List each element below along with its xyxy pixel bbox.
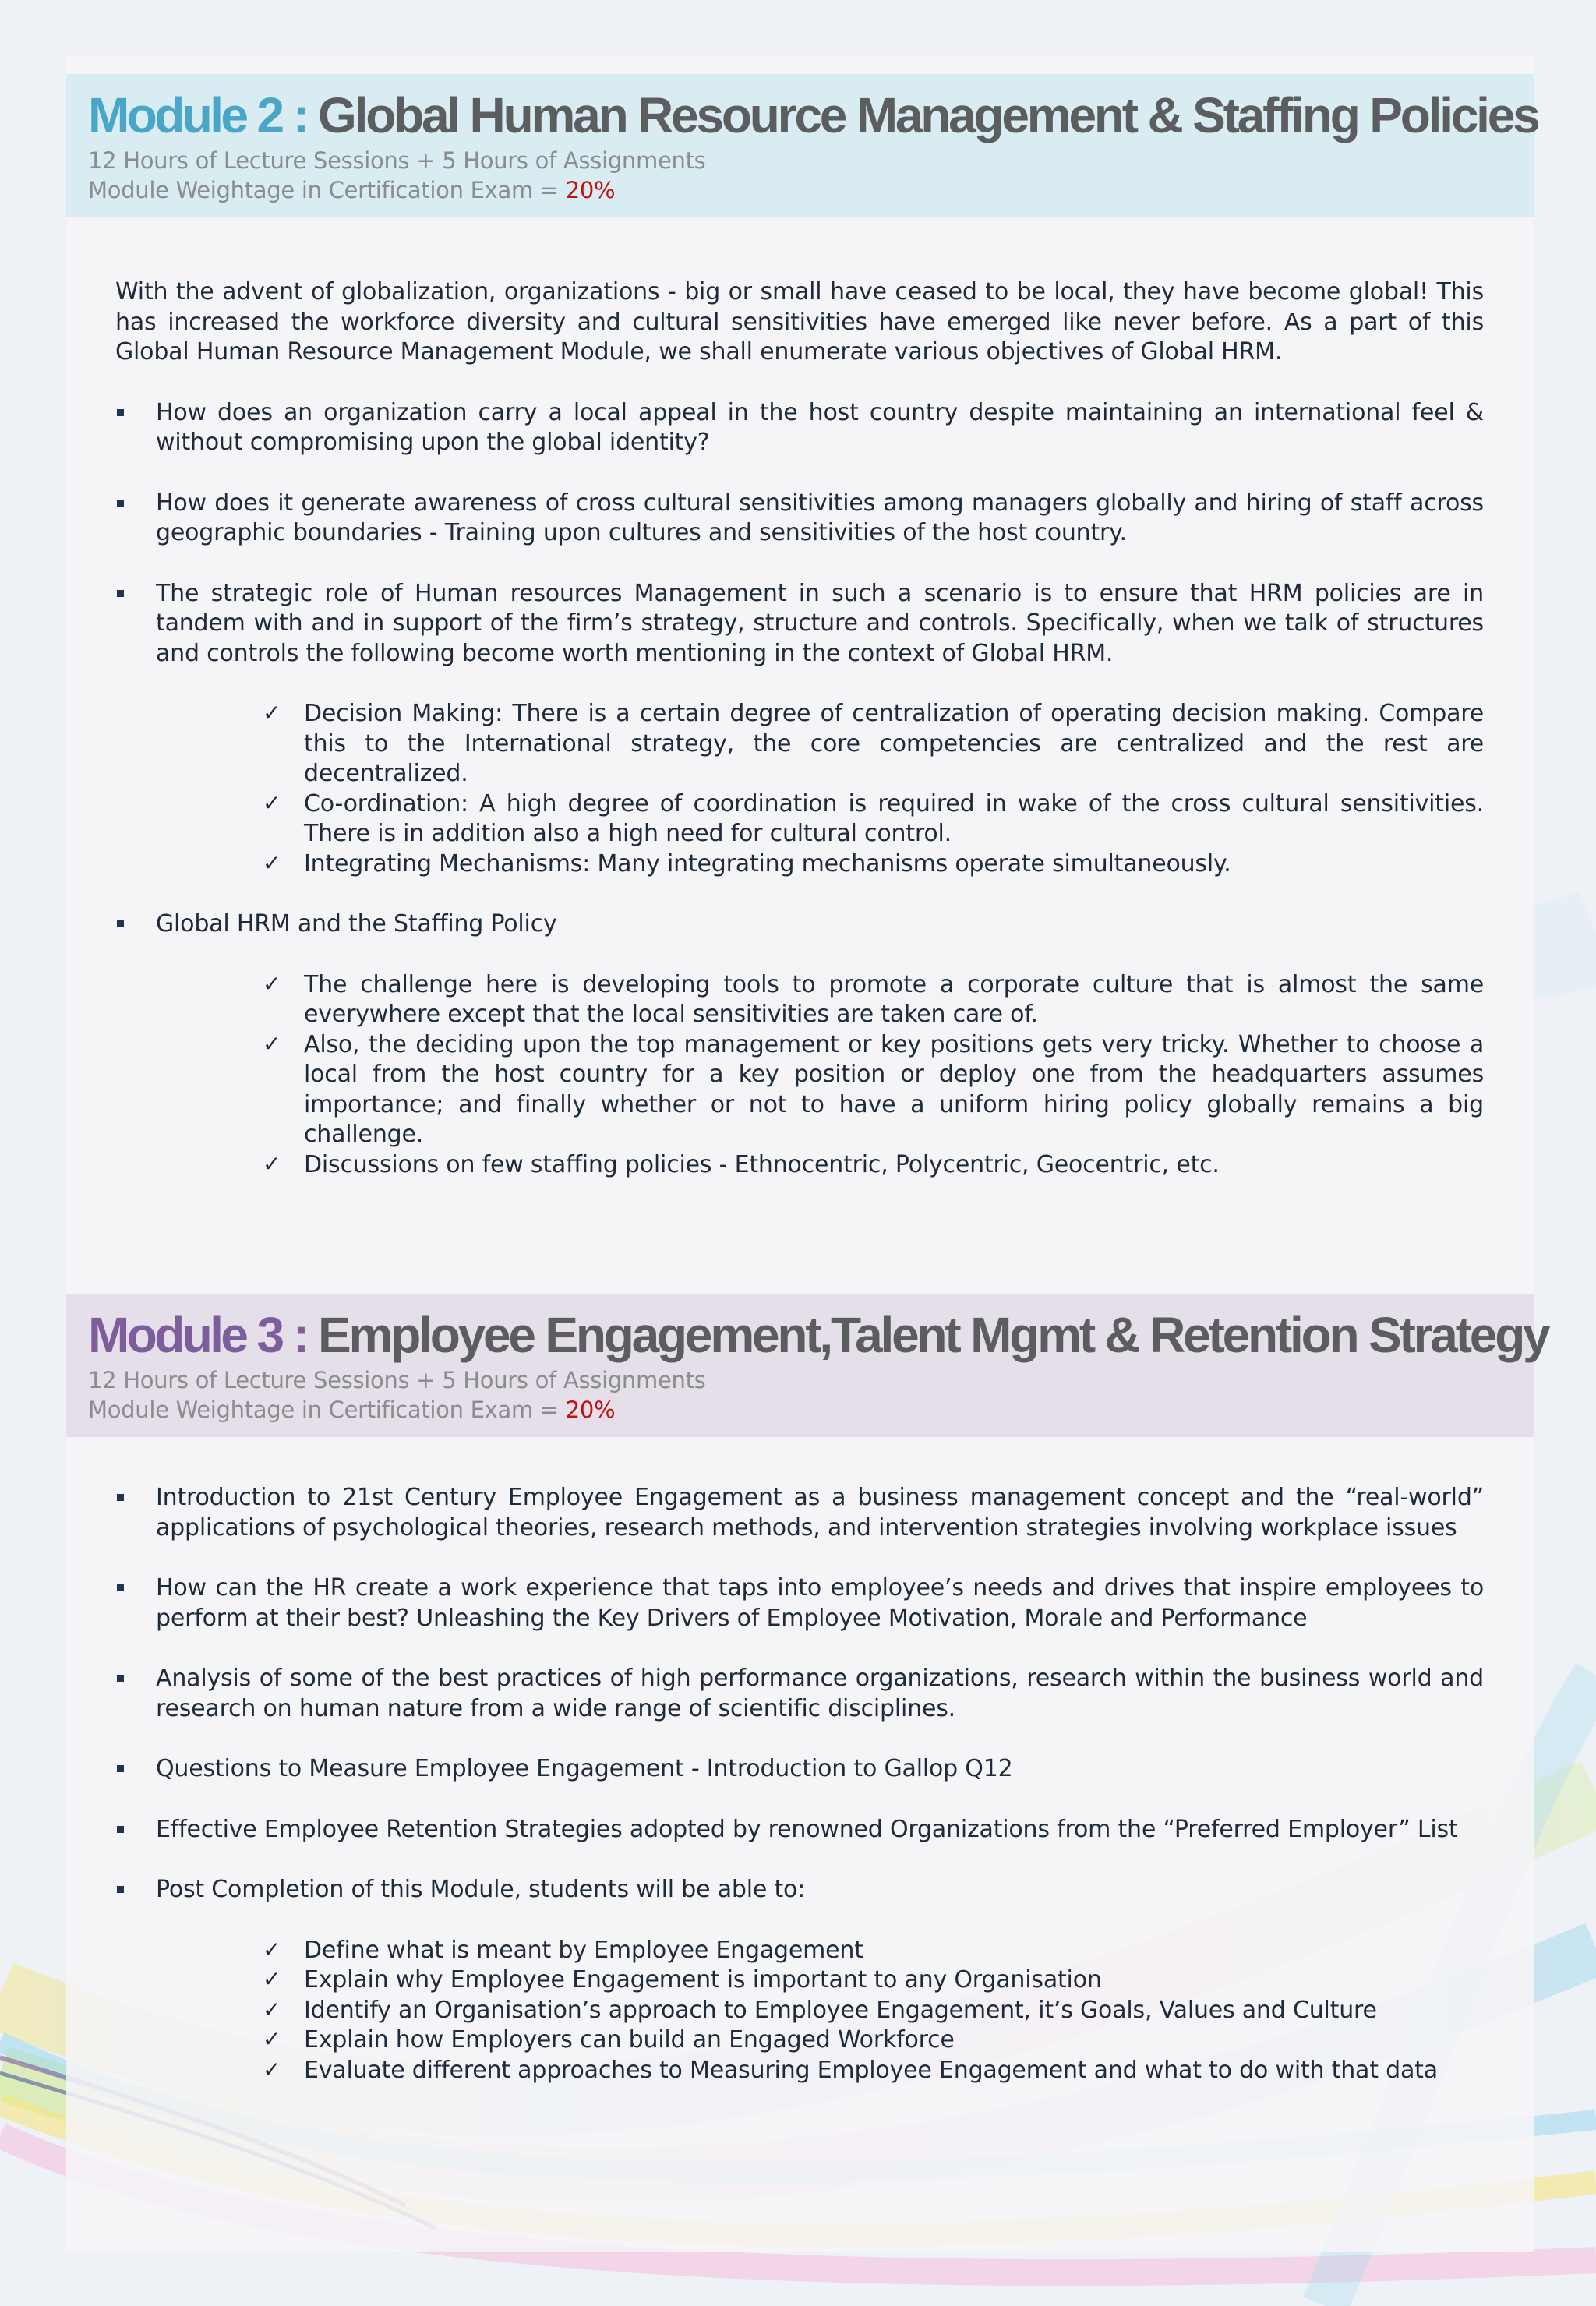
checkmark-icon: ✓	[263, 700, 281, 726]
module-3-label: Module 3 :	[88, 1307, 307, 1363]
module-2-bullet-list	[115, 398, 1484, 1181]
square-bullet-icon	[117, 500, 124, 507]
module-2-title-text: Global Human Resource Management & Staffing Policies	[318, 87, 1538, 143]
bullet-text: Analysis of some of the best practices of high performance organizations, research within the business world and research on human nature from a wide range of scientific disciplines.	[156, 1665, 1484, 1722]
list-item	[115, 1664, 1484, 1724]
bullet-text: The strategic role of Human resources Management in such a scenario is to ensure that HRM policies are in tandem with and in support of the firm’s strategy, structure and controls. Specifically, when we talk of structures and controls the following become worth mentioning in the context of Global HRM.	[156, 579, 1484, 667]
square-bullet-icon	[117, 1675, 124, 1682]
check-text: Identify an Organisation’s approach to Employee Engagement, it’s Goals, Values and Culture	[304, 1996, 1377, 2024]
checkmark-icon: ✓	[263, 1996, 281, 2022]
bullet-text: How does it generate awareness of cross cultural sensitivities among managers globally and hiring of staff across geographic boundaries - Training upon cultures and sensitivities of the host country.	[156, 489, 1484, 546]
square-bullet-icon	[117, 590, 124, 597]
list-item	[115, 1573, 1484, 1633]
checkmark-icon: ✓	[263, 2056, 281, 2082]
module-2-intro: With the advent of globalization, organizations - big or small have ceased to be local, they have become global! This has increased the workforce diversity and cultural sensitivities have emerged like never before. As a part of this Global Human Resource Management Module, we shall enumerate various objectives of Global HRM.	[115, 278, 1484, 365]
check-item	[263, 2056, 1484, 2086]
module-3-weightage-label: Module Weightage in Certification Exam =	[88, 1397, 566, 1423]
module-2-hours: 12 Hours of Lecture Sessions + 5 Hours of Assignments	[88, 147, 706, 174]
module-3-title	[88, 1305, 1548, 1365]
list-item	[115, 1754, 1484, 1785]
square-bullet-icon	[117, 1826, 124, 1833]
module-3-hours: 12 Hours of Lecture Sessions + 5 Hours of Assignments	[88, 1367, 706, 1393]
square-bullet-icon	[117, 409, 124, 416]
bullet-text: Post Completion of this Module, students will be able to:	[156, 1876, 806, 1903]
square-bullet-icon	[117, 1584, 124, 1591]
checkmark-icon: ✓	[263, 849, 281, 876]
module-2-staffing-checklist	[156, 970, 1484, 1181]
checkmark-icon: ✓	[263, 1030, 281, 1057]
list-item	[115, 909, 1484, 1180]
bullet-text: Global HRM and the Staffing Policy	[156, 910, 557, 938]
check-text: Also, the deciding upon the top management or key positions gets very tricky. Whether to choose a local from the host country for a key position or deploy one from the headquarters assumes importance; and finally whether or not to have a uniform hiring policy globally remains a big challenge.	[304, 1030, 1484, 1148]
checkmark-icon: ✓	[263, 2026, 281, 2052]
check-text: Explain how Employers can build an Engaged Workforce	[304, 2026, 955, 2054]
check-item	[263, 1030, 1484, 1150]
module-2-weightage-label: Module Weightage in Certification Exam =	[88, 177, 566, 203]
check-item	[263, 1936, 1484, 1966]
list-item	[115, 1875, 1484, 2085]
check-item	[263, 1996, 1484, 2026]
module-2-structure-checklist	[156, 699, 1484, 879]
module-3-weightage-value: 20%	[565, 1397, 616, 1423]
module-2-title	[88, 85, 1538, 146]
check-text: Define what is meant by Employee Engagement	[304, 1936, 863, 1964]
check-item	[263, 2025, 1484, 2056]
list-item	[115, 1483, 1484, 1543]
module-3-outcomes-checklist	[156, 1936, 1484, 2086]
check-item	[263, 1150, 1484, 1181]
check-text: Evaluate different approaches to Measuring Employee Engagement and what to do with that data	[304, 2056, 1438, 2084]
checkmark-icon: ✓	[263, 789, 281, 816]
bullet-text: Effective Employee Retention Strategies adopted by renowned Organizations from the “Preferred Employer” List	[156, 1815, 1458, 1843]
module-3-title-text: Employee Engagement,Talent Mgmt & Retention Strategy	[318, 1307, 1548, 1363]
square-bullet-icon	[117, 1886, 124, 1893]
module-2-weightage-value: 20%	[565, 177, 616, 203]
module-2-weightage	[88, 175, 1534, 205]
checkmark-icon: ✓	[263, 970, 281, 997]
list-item	[115, 398, 1484, 458]
checkmark-icon: ✓	[263, 1936, 281, 1962]
checkmark-icon: ✓	[263, 1150, 281, 1177]
checkmark-icon: ✓	[263, 1966, 281, 1992]
module-3-weightage	[88, 1395, 1534, 1425]
check-item	[263, 970, 1484, 1030]
square-bullet-icon	[117, 1765, 124, 1772]
check-item	[263, 1965, 1484, 1996]
module-3-header	[66, 1294, 1548, 1437]
bullet-text: Introduction to 21st Century Employee Engagement as a business management concept and the “real-world” applications of psychological theories, research methods, and intervention strategies involving workplace issues	[156, 1484, 1484, 1541]
bullet-text: How does an organization carry a local appeal in the host country despite maintaining an international feel & without compromising upon the global identity?	[156, 398, 1484, 456]
module-2-body	[115, 277, 1484, 1210]
check-text: Co-ordination: A high degree of coordination is required in wake of the cross cultural sensitivities. There is in addition also a high need for cultural control.	[304, 789, 1484, 847]
square-bullet-icon	[117, 1494, 124, 1501]
module-3-body	[115, 1483, 1484, 2116]
bullet-text: Questions to Measure Employee Engagement - Introduction to Gallop Q12	[156, 1755, 1013, 1782]
check-text: The challenge here is developing tools to promote a corporate culture that is almost the same everywhere except that the local sensitivities are taken care of.	[304, 970, 1484, 1028]
check-text: Discussions on few staffing policies - Ethnocentric, Polycentric, Geocentric, etc.	[304, 1150, 1220, 1178]
module-2-label: Module 2 :	[88, 87, 307, 143]
check-text: Decision Making: There is a certain degree of centralization of operating decision making. Compare this to the International strategy, the core competencies are centralized and the rest are decentralized.	[304, 700, 1484, 787]
module-2-header	[66, 74, 1538, 217]
list-item	[115, 579, 1484, 880]
list-item	[115, 489, 1484, 549]
list-item	[115, 1815, 1484, 1845]
check-text: Integrating Mechanisms: Many integrating mechanisms operate simultaneously.	[304, 849, 1231, 878]
check-text: Explain why Employee Engagement is important to any Organisation	[304, 1966, 1102, 1993]
check-item	[263, 789, 1484, 849]
module-3-bullet-list	[115, 1483, 1484, 2085]
check-item	[263, 849, 1484, 880]
check-item	[263, 699, 1484, 789]
square-bullet-icon	[117, 920, 124, 927]
bullet-text: How can the HR create a work experience that taps into employee’s needs and drives that inspire employees to perform at their best? Unleashing the Key Drivers of Employee Motivation, Morale and Performance	[156, 1574, 1484, 1632]
